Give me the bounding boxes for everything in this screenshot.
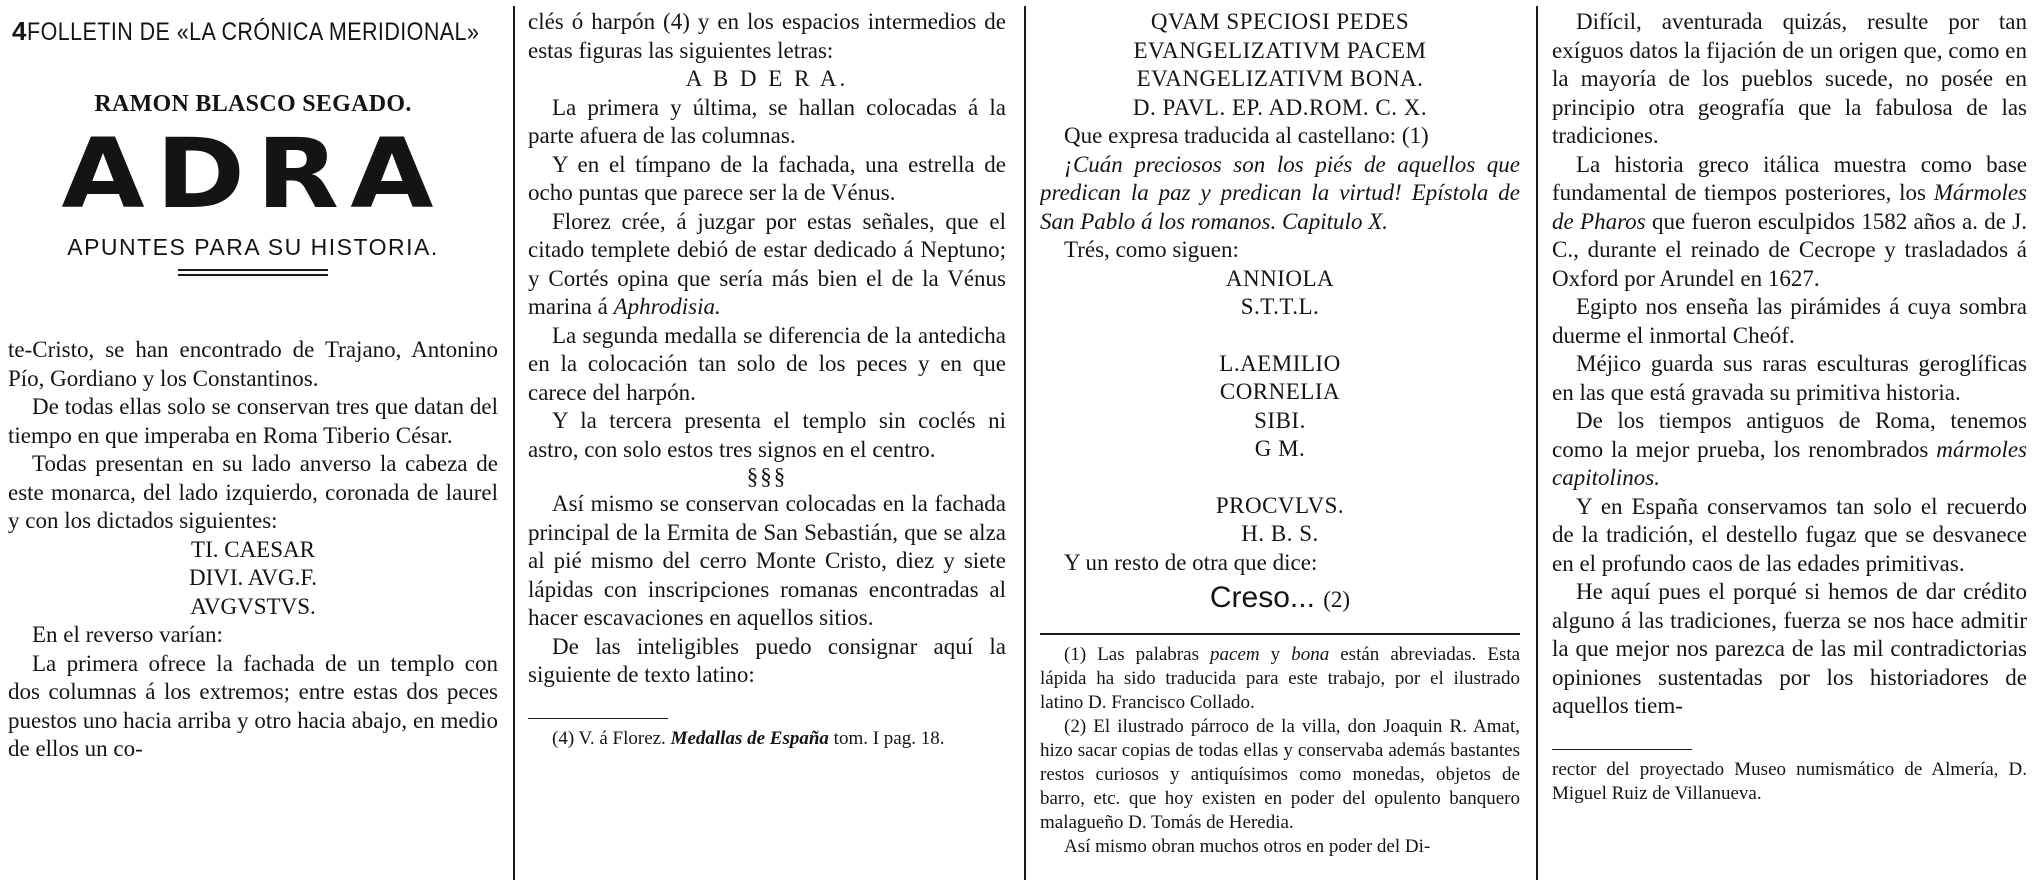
footnote: (2) El ilustrado párroco de la villa, don Joaquin R. Amat, hizo sacar copias de todas ellas y conservaba además bastantes restos curiosos y antiquísimos como monedas, objetos de barro, etc. que hoy existen en poder del opulento banquero malagueño D. Tomás de Heredia. <box>1040 716 1520 833</box>
paragraph: Florez crée, á juzgar por estas señales, que el citado templete debió de estar dedicado á Neptuno; y Cortés opina que sería más bien el de la Vénus marina á Aphrodisia. <box>528 208 1006 319</box>
column-rule <box>513 6 515 880</box>
author: RAMON BLASCO SEGADO. <box>94 91 412 117</box>
latin-inscription: PROCVLVS. <box>1215 492 1345 518</box>
running-header <box>8 16 498 47</box>
column-2 <box>528 8 1006 880</box>
coin-inscription: DIVI. AVG.F. <box>188 565 318 590</box>
paragraph: Y la tercera presenta el templo sin coclés ni astro, con solo estos tres signos en el centro. <box>528 408 1006 462</box>
latin-inscription: ANNIOLA <box>1225 265 1335 291</box>
latin-inscription: EVANGELIZATIVM PACEM <box>1133 37 1427 63</box>
paragraph: De las inteligibles puedo consignar aquí la siguiente de texto latino: <box>528 633 1006 687</box>
paragraph: La primera ofrece la fachada de un templo con dos columnas á los extremos; entre estas dos peces puestos uno hacia arriba y otro hacia abajo, en medio de ellos un co- <box>8 650 498 761</box>
latin-inscription: S.T.T.L. <box>1240 294 1320 319</box>
column-rule <box>1536 6 1538 880</box>
column-rule <box>1024 6 1026 880</box>
latin-inscription: D. PAVL. EP. AD.ROM. C. X. <box>1132 94 1428 120</box>
paragraph: Y en España conservamos tan solo el recuerdo de la tradición, el destello fugaz que se desvanece en el profundo caos de las edades primitivas. <box>1552 493 2027 576</box>
paragraph: clés ó harpón (4) y en los espacios intermedios de estas figuras las siguientes letras: <box>528 9 1006 63</box>
paragraph: En el reverso varían: <box>32 622 223 647</box>
latin-inscription: SIBI. <box>1254 407 1306 433</box>
running-title: FOLLETIN DE «LA CRÓNICA MERIDIONAL» <box>26 18 480 46</box>
coin-inscription: AVGVSTVS. <box>190 593 316 619</box>
paragraph: He aquí pues el porqué si hemos de dar crédito alguno á las tradiciones, fuerza se nos hace admitir la que mejor nos parezca de las mil contradictorias opiniones sustentadas por los historiadores de aquellos tiem- <box>1552 579 2027 718</box>
paragraph: te-Cristo, se han encontrado de Trajano, Antonino Pío, Gordiano y los Constantinos. <box>8 337 498 391</box>
paragraph: Trés, como siguen: <box>1064 237 1239 262</box>
translation: ¡Cuán preciosos son los piés de aquellos que predican la paz y predican la virtud! Epístola de San Pablo á los romanos. Capitulo X. <box>1040 151 1520 234</box>
column-4 <box>1552 8 2027 880</box>
paragraph: Egipto nos enseña las pirámides á cuya sombra duerme el inmortal Cheóf. <box>1552 294 2027 348</box>
paragraph: La primera y última, se hallan colocadas á la parte afuera de las columnas. <box>528 94 1006 148</box>
coin-inscription: TI. CAESAR <box>191 536 315 562</box>
paragraph: Méjico guarda sus raras esculturas geroglíficas en las que está gravada su primitiva historia. <box>1552 351 2027 405</box>
paragraph: De los tiempos antiguos de Roma, tenemos como la mejor prueba, los renombrados mármoles capitolinos. <box>1552 408 2027 490</box>
latin-inscription: L.AEMILIO <box>1219 350 1341 376</box>
paragraph: Difícil, aventurada quizás, resulte por tan exíguos datos la fijación de un origen que, como en la mayoría de los pueblos sucede, no posée en principio otra geografía que la fabulosa de las tradiciones. <box>1552 9 2027 148</box>
paragraph: Todas presentan en su lado anverso la cabeza de este monarca, del lado izquierdo, coronada de laurel y con los dictados siguientes: <box>8 451 498 533</box>
footnote: (4) V. á Florez. Medallas de España tom. I pag. 18. <box>552 727 945 749</box>
paragraph: Y en el tímpano de la fachada, una estrella de ocho puntas que parece ser la de Vénus. <box>528 151 1006 205</box>
footnote: rector del proyectado Museo numismático de Almería, D. Miguel Ruiz de Villanueva. <box>1552 758 2027 804</box>
column-1 <box>8 8 498 880</box>
latin-inscription: CORNELIA <box>1219 379 1341 404</box>
paragraph: Que expresa traducida al castellano: (1) <box>1064 123 1429 148</box>
latin-inscription: H. B. S. <box>1241 521 1319 546</box>
section-ornament: §§§ <box>746 464 788 489</box>
article-title: ADRA <box>61 118 445 230</box>
column-3 <box>1040 8 1520 880</box>
footnote: Así mismo obran muchos otros en poder del Di- <box>1064 836 1431 857</box>
title-rule <box>178 274 328 276</box>
latin-inscription: QVAM SPECIOSI PEDES <box>1150 9 1410 34</box>
paragraph: Y un resto de otra que dice: <box>1064 549 1318 575</box>
article-subtitle: APUNTES PARA SU HISTORIA. <box>67 234 439 260</box>
paragraph: La historia greco itálica muestra como base fundamental de tiempos posteriores, los Mármoles de Pharos que fueron esculpidos 1582 años a. de J. C., durante el reinado de Cecrope y trasladados á Oxford por Arundel en 1627. <box>1552 151 2027 291</box>
page-number: 4 <box>12 16 27 46</box>
footnote-rule <box>1040 633 1520 635</box>
title-rule <box>178 269 328 271</box>
footnote: (1) Las palabras pacem y bona están abreviadas. Esta lápida ha sido traducida para este trabajo, por el ilustrado latino D. Francisco Collado. <box>1040 644 1520 713</box>
paragraph: Así mismo se conservan colocadas en la fachada principal de la Ermita de San Sebastián, que se alza al pié mismo del cerro Monte Cristo, diez y siete lápidas con inscripciones romanas encontradas al hacer escavaciones en aquellos sitios. <box>528 491 1006 630</box>
footnote-rule <box>528 718 668 719</box>
footnote-rule <box>1552 749 1692 750</box>
latin-inscription: G M. <box>1254 436 1306 461</box>
paragraph: De todas ellas solo se conservan tres que datan del tiempo en que imperaba en Roma Tiberio César. <box>8 394 498 448</box>
latin-inscription: EVANGELIZATIVM BONA. <box>1136 66 1424 91</box>
inscription-fragment: Creso... (2) <box>1209 581 1351 614</box>
paragraph: La segunda medalla se diferencia de la antedicha en la colocación tan solo de los peces y en que carece del harpón. <box>528 322 1006 405</box>
coin-legend: A B D E R A. <box>685 66 849 91</box>
